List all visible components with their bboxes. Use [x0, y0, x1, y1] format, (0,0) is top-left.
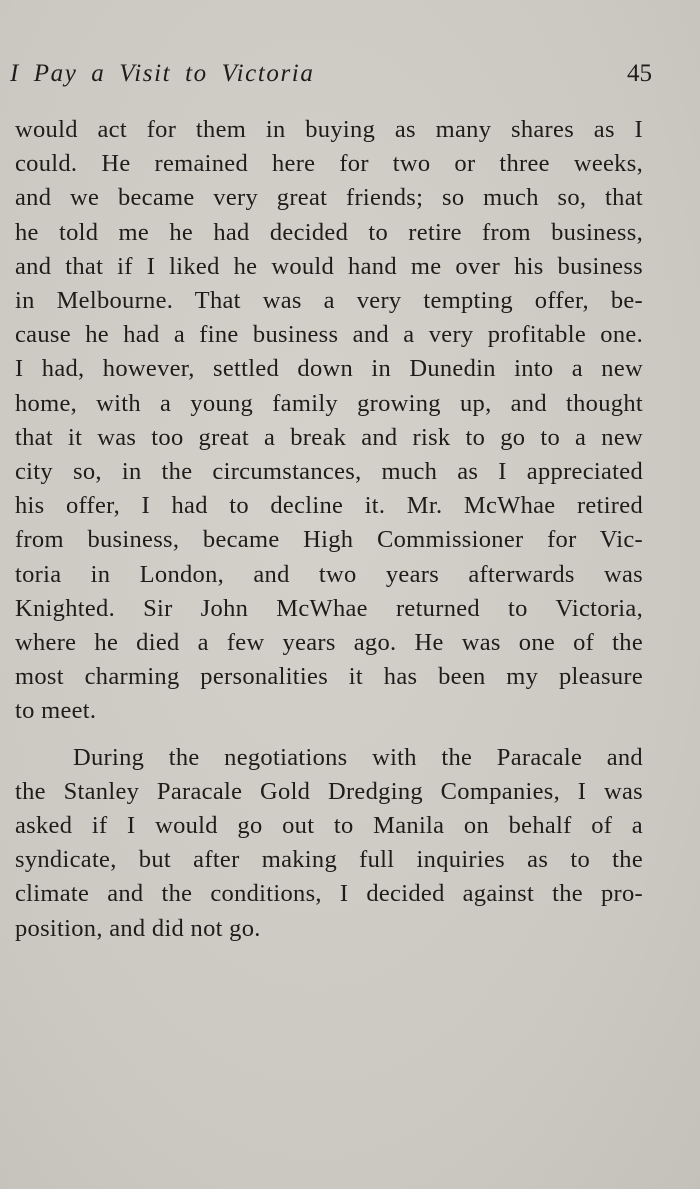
text-line: climate and the conditions, I decided against the pro- — [15, 880, 643, 908]
body-text — [15, 113, 643, 946]
text-line: I had, however, settled down in Dunedin into a new — [15, 355, 643, 383]
text-line: the Stanley Paracale Gold Dredging Companies, I was — [15, 777, 643, 805]
text-line: asked if I would go out to Manila on behalf of a — [15, 812, 643, 840]
text-line: home, with a young family growing up, and thought — [15, 389, 643, 417]
text-line: would act for them in buying as many shares as I — [15, 116, 643, 143]
text-line: and that if I liked he would hand me over his business — [15, 252, 643, 280]
text-line: to meet. — [15, 697, 97, 725]
page-number: 45 — [627, 60, 652, 87]
text-line: where he died a few years ago. He was one of the — [15, 629, 643, 657]
paragraph-2 — [15, 741, 643, 946]
text-line: toria in London, and two years afterwards was — [15, 560, 643, 588]
running-title: I Pay a Visit to Victoria — [10, 60, 315, 87]
text-line: position, and did not go. — [15, 914, 261, 942]
text-line: cause he had a fine business and a very profitable one. — [15, 321, 643, 349]
text-line: he told me he had decided to retire from business, — [15, 218, 643, 246]
text-line: city so, in the circumstances, much as I appreciated — [15, 458, 643, 486]
text-line: from business, became High Commissioner for Vic- — [15, 526, 643, 554]
text-line: During the negotiations with the Paracale and — [73, 743, 643, 771]
text-line: most charming personalities it has been my pleasure — [15, 663, 643, 691]
text-line: Knighted. Sir John McWhae returned to Victoria, — [15, 594, 643, 622]
text-line: syndicate, but after making full inquiries as to the — [15, 846, 643, 874]
text-line: and we became very great friends; so much so, that — [15, 184, 643, 212]
running-head — [10, 56, 652, 92]
text-line: his offer, I had to decline it. Mr. McWhae retired — [15, 492, 643, 520]
paragraph-1 — [15, 113, 643, 729]
text-line: in Melbourne. That was a very tempting offer, be- — [15, 287, 643, 315]
text-line: that it was too great a break and risk to go to a new — [15, 423, 643, 451]
text-line: could. He remained here for two or three weeks, — [15, 150, 643, 178]
